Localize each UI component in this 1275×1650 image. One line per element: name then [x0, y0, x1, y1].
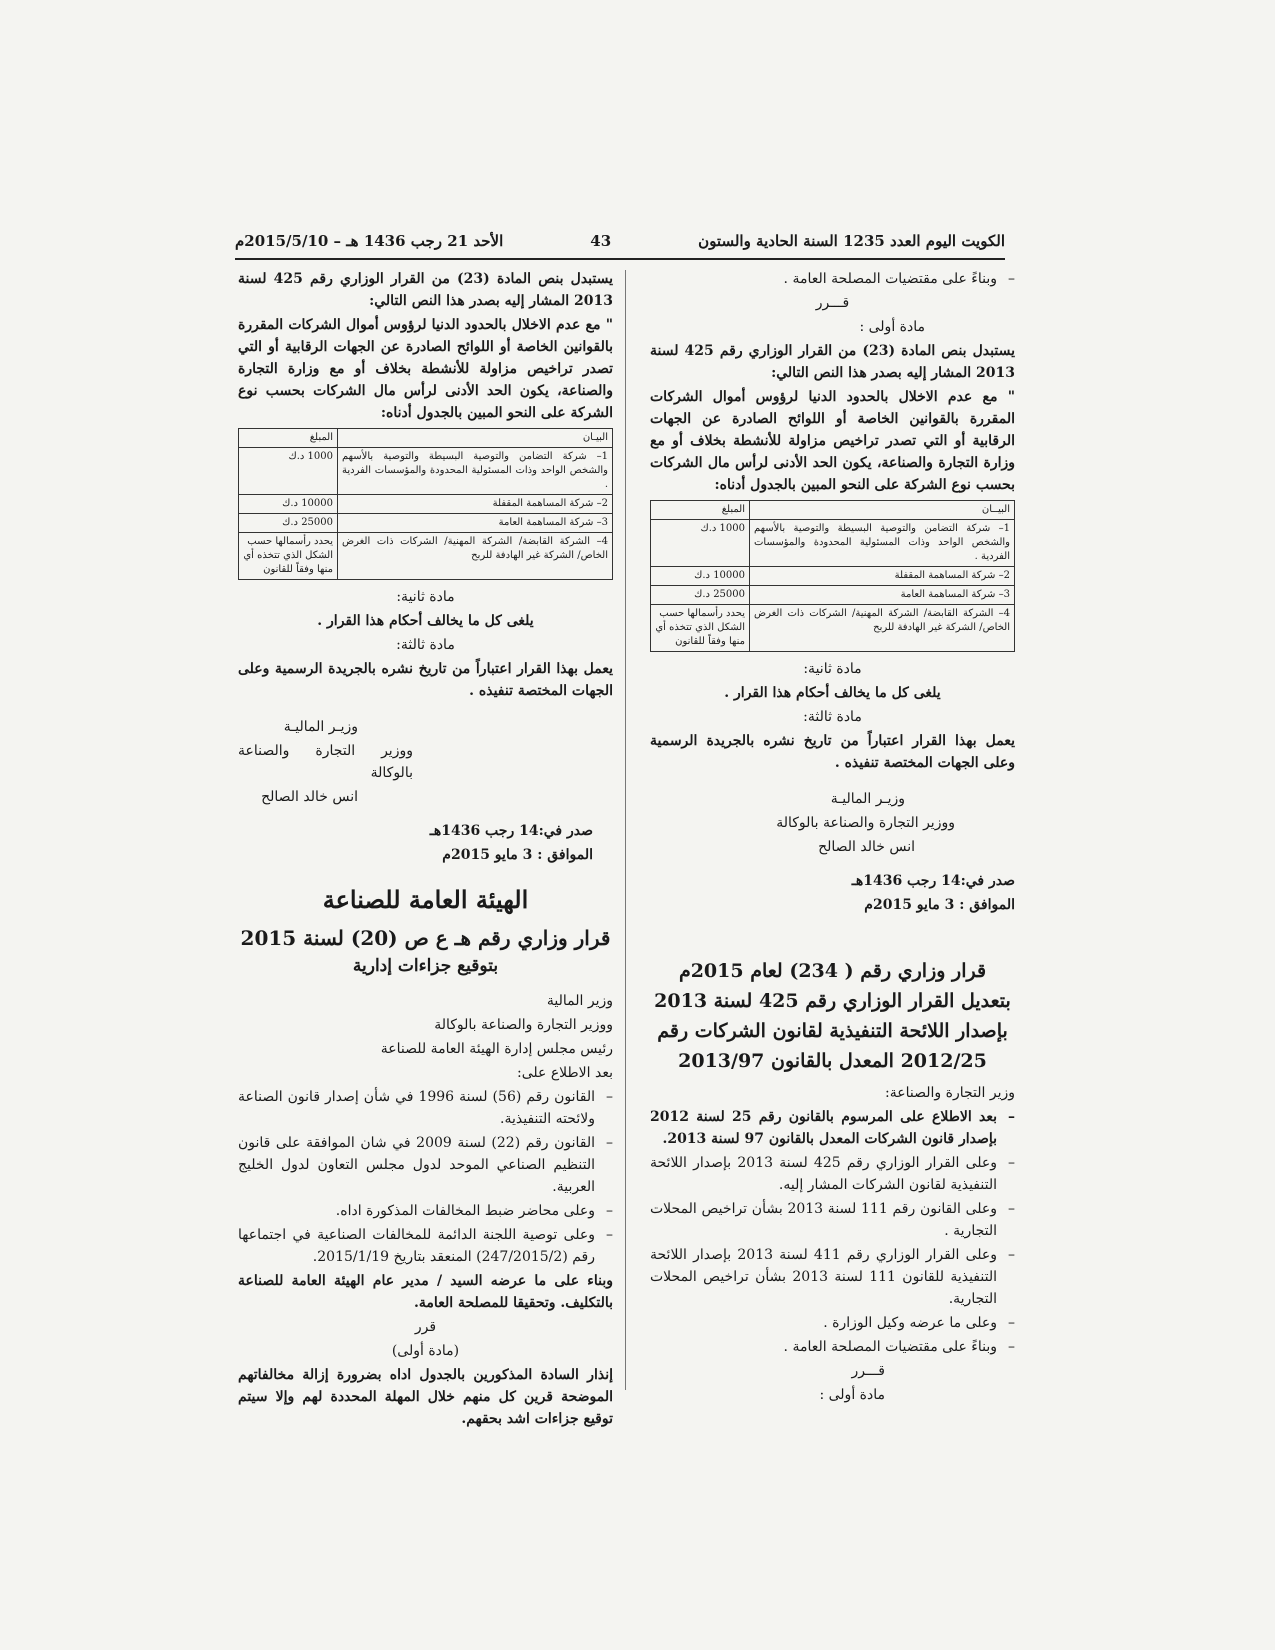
decided-label: قـــرر	[815, 295, 850, 311]
basis-text: وبناء على ما عرضه السيد / مدير عام الهيئة العامة للصناعة بالتكليف. وتحقيقا للمصلحة العامة.	[238, 1273, 613, 1311]
preamble-item: – وعلى محاضر ضبط المخالفات المذكورة اداه.	[238, 1200, 613, 1222]
column-divider	[625, 270, 626, 1390]
table-cell-amount: 1000 د.ك	[651, 520, 750, 567]
article-label: مادة أولى :	[859, 319, 925, 335]
issue-date-block	[238, 820, 593, 866]
table-cell-amount: يحدد رأسمالها حسب الشكل الذي تتخذه أي منها وفقاً للقانون	[651, 605, 750, 652]
decree-title-line: قرار وزاري رقم ( 234) لعام 2015م	[678, 960, 987, 982]
table-header-statement: البيـان	[338, 429, 613, 448]
decided-label: قرر	[414, 1319, 437, 1335]
issue-date: صدر في:14 رجب 1436هـ	[429, 823, 593, 839]
table-row	[651, 605, 1015, 652]
table-header-amount: المبلغ	[651, 501, 750, 520]
decree-title-line: قرار وزاري رقم هـ ع ص (20) لسنة 2015	[240, 926, 611, 950]
table-header-statement: البيــان	[750, 501, 1015, 520]
preamble-item: – القانون رقم (22) لسنة 2009 في شان الموافقة على قانون التنظيم الصناعي الموحد لدول مجلس التعاون لدول الخليج العربية.	[238, 1132, 613, 1198]
table-cell-statement: 3– شركة المساهمة العامة	[750, 586, 1015, 605]
decree-title-line: 2012/25 المعدل بالقانون 2013/97	[678, 1050, 987, 1072]
table-cell-statement: 2– شركة المساهمة المقفلة	[750, 567, 1015, 586]
table-cell-statement: 4– الشركة القابضة/ الشركة المهنية/ الشركات ذات الغرض الخاص/ الشركة غير الهادفة للربح	[338, 533, 613, 580]
table-row	[651, 567, 1015, 586]
article-quote: " مع عدم الاخلال بالحدود الدنيا لرؤوس أموال الشركات المقررة بالقوانين الخاصة أو اللوائح الصادرة عن الجهات الرقابية أو التي تصدر تراخيص مزاولة للأنشطة بخلاف أو مع وزارة التجارة والصناعة، يكون الحد الأدنى لرأس مال الشركات بحسب نوع الشركة على النحو المبين بالجدول أدناه:	[650, 389, 1015, 493]
minister-label: وزير التجارة والصناعة:	[885, 1085, 1015, 1101]
table-cell-amount: 1000 د.ك	[239, 448, 338, 495]
preamble-item: – وبناءً على مقتضيات المصلحة العامة .	[650, 268, 1015, 290]
article-text: إنذار السادة المذكورين بالجدول اداه بضرورة إزالة مخالفاتهم الموضحة قرين كل منهم خلال المهلة المحددة لهم وإلا سيتم توقيع جزاءات اشد بحقهم.	[238, 1367, 613, 1427]
header-rule	[235, 258, 1005, 260]
article-quote: " مع عدم الاخلال بالحدود الدنيا لرؤوس أموال الشركات المقررة بالقوانين الخاصة أو اللوائح الصادرة عن الجهات الرقابية أو التي تصدر تراخيص مزاولة للأنشطة بخلاف أو مع وزارة التجارة والصناعة، يكون الحد الأدنى لرأس مال الشركات بحسب نوع الشركة على النحو المبين بالجدول أدناه:	[238, 317, 613, 421]
table-row	[651, 586, 1015, 605]
signature-block	[238, 716, 613, 808]
table-row	[239, 533, 613, 580]
preamble-item: – وبناءً على مقتضيات المصلحة العامة .	[650, 1336, 1015, 1358]
issuer-line: وزير المالية	[546, 993, 613, 1009]
page-number: 43	[590, 232, 612, 250]
authority-title: الهيئة العامة للصناعة	[322, 885, 529, 914]
signature-title: ووزير التجارة والصناعة بالوكالة	[238, 743, 413, 781]
article-text: يعمل بهذا القرار اعتباراً من تاريخ نشره بالجريدة الرسمية وعلى الجهات المختصة تنفيذه .	[238, 661, 613, 699]
signature-title: ووزير التجارة والصناعة بالوكالة	[776, 815, 955, 831]
table-cell-statement: 1– شركة التضامن والتوصية البسيطة والتوصية بالأسهم والشخص الواحد وذات المسئولية المحدودة والمؤسسات الفردية .	[750, 520, 1015, 567]
table-row	[651, 520, 1015, 567]
article-label: مادة ثانية:	[803, 661, 862, 677]
signature-title: وزيـر الماليـة	[283, 719, 358, 735]
signature-title: وزيـر الماليـة	[830, 791, 905, 807]
signature-name: انس خالد الصالح	[818, 839, 915, 855]
article-text: يستبدل بنص المادة (23) من القرار الوزاري رقم 425 لسنة 2013 المشار إليه بصدر هذا النص التالي:	[650, 343, 1015, 381]
article-label: (مادة أولى)	[391, 1343, 460, 1359]
preamble-item: – وعلى القرار الوزاري رقم 425 لسنة 2013 بإصدار اللائحة التنفيذية لقانون الشركات المشار إليه.	[650, 1152, 1015, 1196]
table-cell-amount: 25000 د.ك	[239, 514, 338, 533]
table-row	[239, 514, 613, 533]
decree-title	[650, 956, 1015, 1076]
table-cell-amount: 10000 د.ك	[239, 495, 338, 514]
decree-title-line: بتوقيع جزاءات إدارية	[352, 956, 499, 976]
preamble-item: – وعلى ما عرضه وكيل الوزارة .	[650, 1312, 1015, 1334]
article-label: مادة ثالثة:	[803, 709, 862, 725]
decree-title-line: بتعديل القرار الوزاري رقم 425 لسنة 2013	[654, 990, 1011, 1012]
article-label: مادة ثالثة:	[396, 637, 455, 653]
table-cell-statement: 2– شركة المساهمة المقفلة	[338, 495, 613, 514]
after-review-label: بعد الاطلاع على:	[517, 1065, 613, 1081]
corresponding-date: الموافق : 3 مايو 2015م	[864, 897, 1015, 913]
preamble-item: – بعد الاطلاع على المرسوم بالقانون رقم 25 لسنة 2012 بإصدار قانون الشركات المعدل بالقانون 97 لسنة 2013.	[650, 1106, 1015, 1150]
capital-table	[650, 500, 1015, 652]
article-label: مادة أولى :	[819, 1387, 885, 1403]
header-issue-info: الكويت اليوم العدد 1235 السنة الحادية والستون	[698, 232, 1005, 250]
table-cell-amount: 25000 د.ك	[651, 586, 750, 605]
decided-label: قـــرر	[851, 1363, 885, 1379]
article-text: يلغى كل ما يخالف أحكام هذا القرار .	[724, 685, 941, 701]
signature-name: انس خالد الصالح	[261, 789, 358, 805]
preamble-item: – وعلى القرار الوزاري رقم 411 لسنة 2013 بإصدار اللائحة التنفيذية للقانون 111 لسنة 2013 بشأن تراخيص المحلات التجارية.	[650, 1244, 1015, 1310]
corresponding-date: الموافق : 3 مايو 2015م	[442, 847, 593, 863]
table-cell-statement: 4– الشركة القابضة/ الشركة المهنية/ الشركات ذات الغرض الخاص/ الشركة غير الهادفة للربح	[750, 605, 1015, 652]
table-cell-statement: 3– شركة المساهمة العامة	[338, 514, 613, 533]
left-column	[238, 268, 613, 1432]
table-cell-statement: 1– شركة التضامن والتوصية البسيطة والتوصية بالأسهم والشخص الواحد وذات المسئولية المحدودة والمؤسسات الفردية .	[338, 448, 613, 495]
table-header-amount: المبلغ	[239, 429, 338, 448]
capital-table	[238, 428, 613, 580]
issue-date: صدر في:14 رجب 1436هـ	[851, 873, 1015, 889]
page-header	[235, 224, 1005, 258]
table-cell-amount: يحدد رأسمالها حسب الشكل الذي تتخذه أي منها وفقاً للقانون	[239, 533, 338, 580]
issuer-line: رئيس مجلس إدارة الهيئة العامة للصناعة	[380, 1041, 613, 1057]
table-cell-amount: 10000 د.ك	[651, 567, 750, 586]
article-text: يستبدل بنص المادة (23) من القرار الوزاري رقم 425 لسنة 2013 المشار إليه بصدر هذا النص التالي:	[238, 271, 613, 309]
table-row	[239, 448, 613, 495]
decree-title-line: بإصدار اللائحة التنفيذية لقانون الشركات رقم	[657, 1020, 1008, 1042]
article-label: مادة ثانية:	[396, 589, 455, 605]
preamble-item: – وعلى القانون رقم 111 لسنة 2013 بشأن تراخيص المحلات التجارية .	[650, 1198, 1015, 1242]
signature-block	[650, 788, 955, 858]
article-text: يلغى كل ما يخالف أحكام هذا القرار .	[317, 613, 534, 629]
table-row	[239, 495, 613, 514]
preamble-item: – وعلى توصية اللجنة الدائمة للمخالفات الصناعية في اجتماعها رقم (247/2015/2) المنعقد بتاريخ 2015/1/19.	[238, 1224, 613, 1268]
right-column	[650, 268, 1015, 1408]
preamble-item: – القانون رقم (56) لسنة 1996 في شأن إصدار قانون الصناعة ولائحته التنفيذية.	[238, 1086, 613, 1130]
article-text: يعمل بهذا القرار اعتباراً من تاريخ نشره بالجريدة الرسمية وعلى الجهات المختصة تنفيذه .	[650, 733, 1015, 771]
header-date: الأحد 21 رجب 1436 هـ – 2015/5/10م	[235, 232, 504, 250]
issue-date-block	[650, 870, 1015, 916]
issuer-line: ووزير التجارة والصناعة بالوكالة	[434, 1017, 613, 1033]
